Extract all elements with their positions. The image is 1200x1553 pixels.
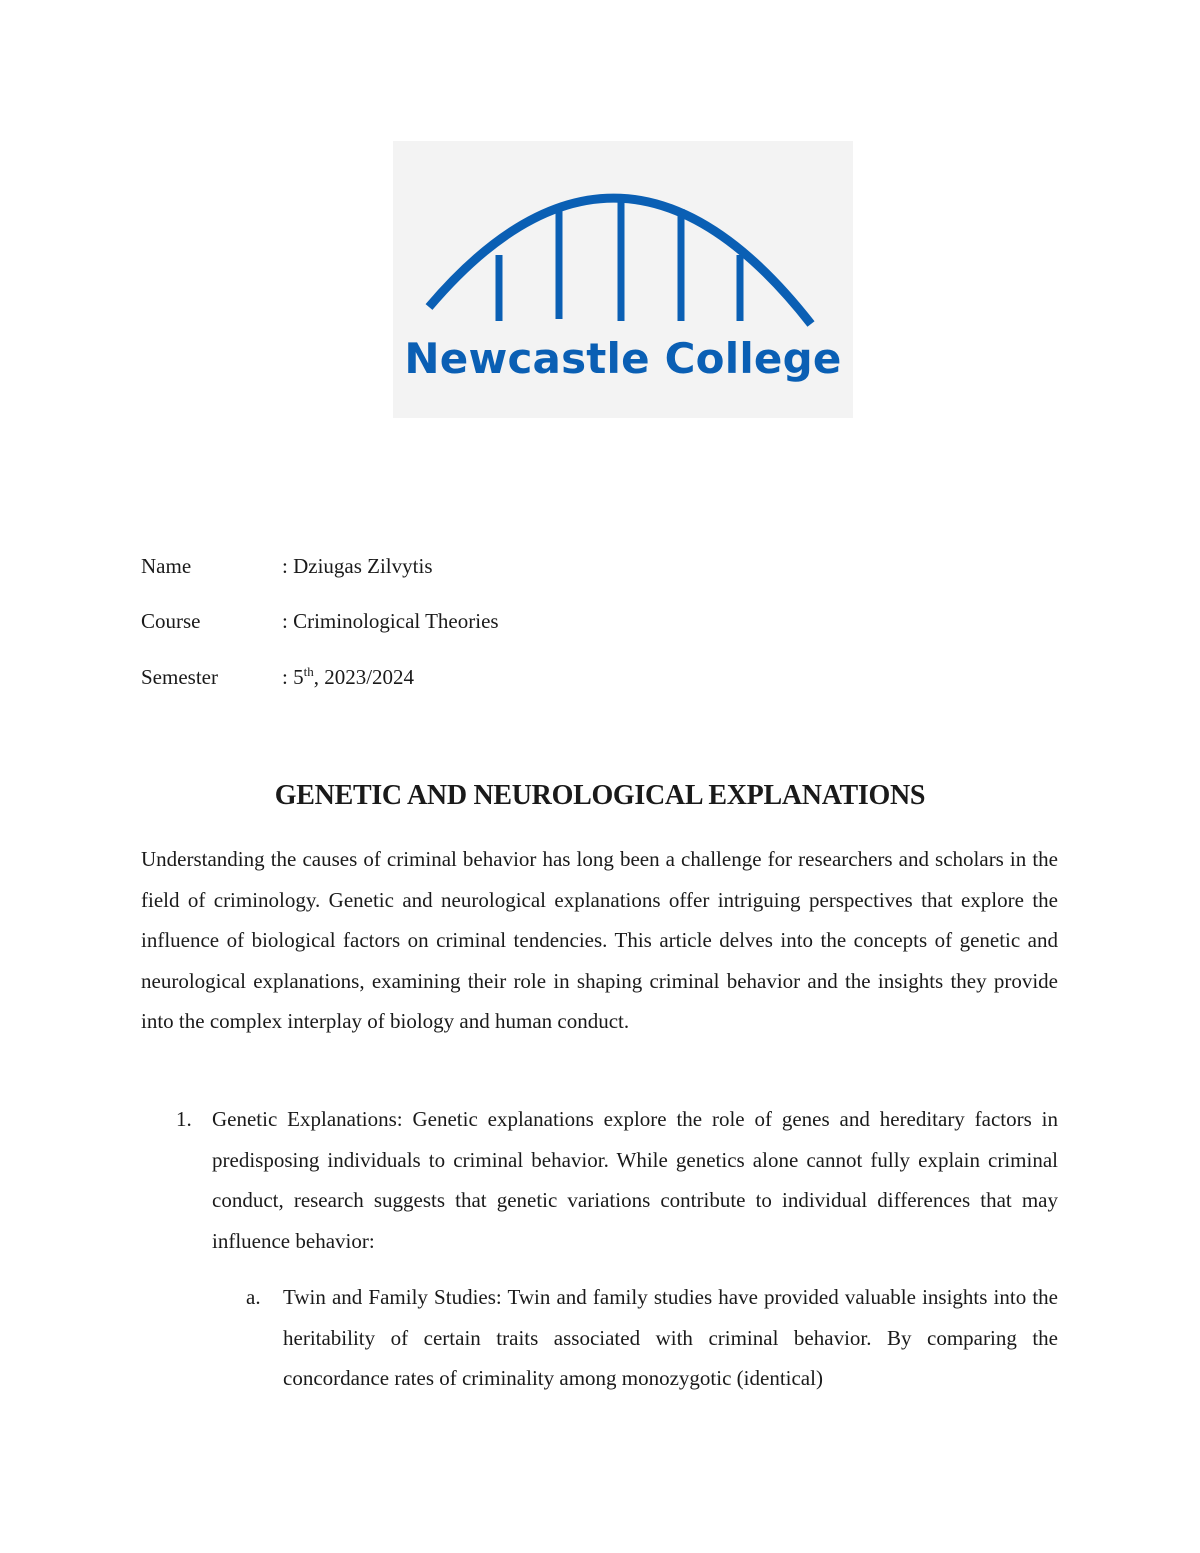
list-marker-1: 1.	[176, 1107, 192, 1131]
college-logo	[393, 141, 853, 418]
semester-suffix: , 2023/2024	[313, 665, 415, 689]
intro-paragraph: Understanding the causes of criminal behavior has long been a challenge for researchers and scholars in the field of criminology. Genetic and neurological explanations offer intriguing perspectives that explore the influence of biological factors on criminal tendencies. This article delves into the concepts of genetic and neurological explanations, examining their role in shaping criminal behavior and the insights they provide into the complex interplay of biology and human conduct.	[141, 847, 1058, 1034]
name-value: : Dziugas Zilvytis	[282, 554, 433, 578]
semester-ordinal: th	[303, 664, 314, 679]
list-item-twin-family: Twin and Family Studies: Twin and family studies have provided valuable insights into the heritability of certain traits associated with criminal behavior. By comparing the concordance rates of criminality among monozygotic (identical)	[283, 1285, 1058, 1391]
semester-label: Semester	[141, 665, 218, 689]
course-label: Course	[141, 609, 201, 633]
semester-prefix: : 5	[282, 665, 304, 689]
course-value: : Criminological Theories	[282, 609, 499, 633]
semester-value	[282, 664, 415, 689]
document-heading: GENETIC AND NEUROLOGICAL EXPLANATIONS	[274, 780, 926, 811]
name-label: Name	[141, 554, 192, 578]
list-marker-a: a.	[246, 1285, 261, 1309]
logo-wordmark: Newcastle College	[404, 334, 842, 383]
list-item-genetic: Genetic Explanations: Genetic explanations explore the role of genes and hereditary factors in predisposing individuals to criminal behavior. While genetics alone cannot fully explain criminal conduct, research suggests that genetic variations contribute to individual differences that may influence behavior:	[212, 1107, 1058, 1253]
